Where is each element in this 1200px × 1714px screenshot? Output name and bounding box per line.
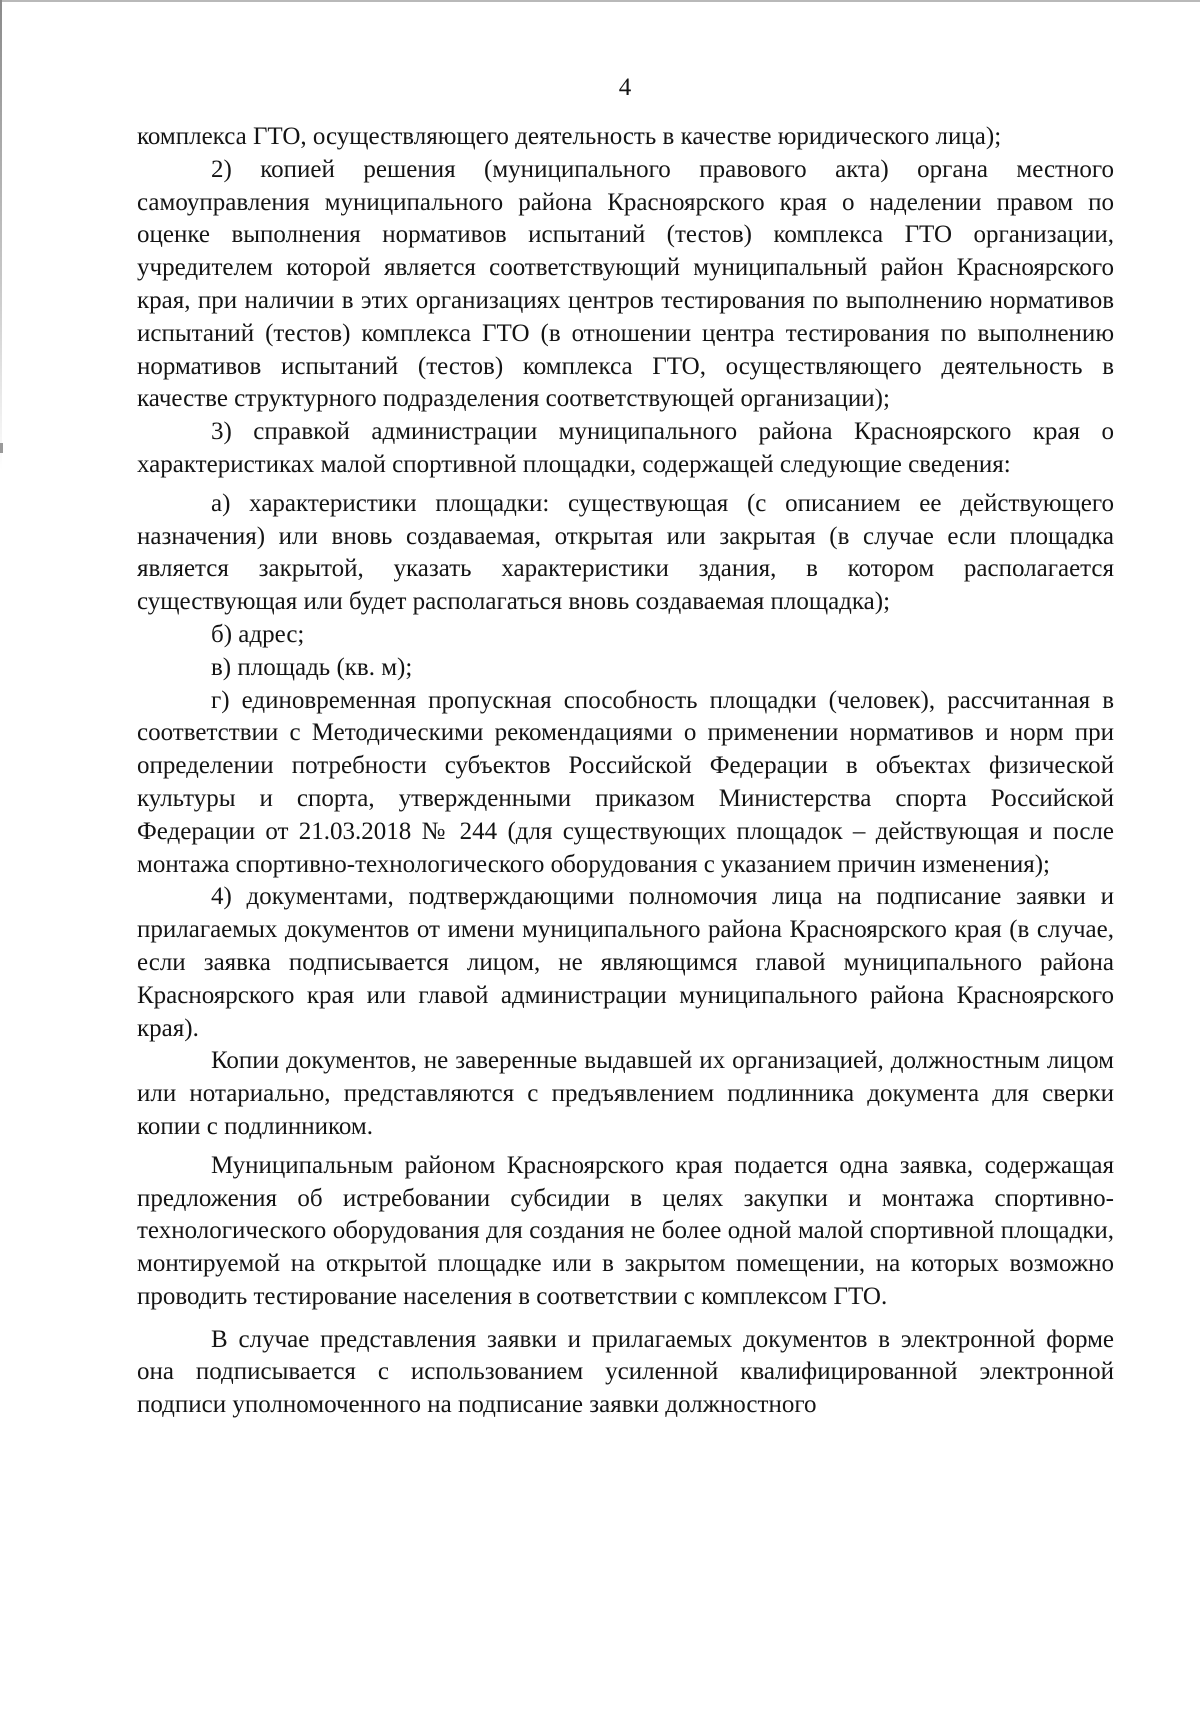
paragraph-copies: Копии документов, не заверенные выдавшей их организацией, должностным лицом или нотариально, представляются с предъявлением подлинника документа для сверки копии с подлинником. <box>137 1047 1114 1140</box>
paragraph-item-3: 3) справкой администрации муниципального района Красноярского края о характеристиках малой спортивной площадки, содержащей следующие сведения: <box>137 418 1114 478</box>
paragraph-subitem-b: б) адрес; <box>211 620 305 648</box>
scan-edge-top <box>0 0 1200 2</box>
paragraph-item-2: 2) копией решения (муниципального правового акта) органа местного самоуправления муниципального района Красноярского края о наделении правом по оценке выполнения нормативов испытаний (тестов) комплекса ГТО организации, учредителем которой является соответствующий муниципальный район Красноярского края, при наличии в этих организациях центров тестирования по выполнению нормативов испытаний (тестов) комплекса ГТО (в отношении центра тестирования по выполнению нормативов испытаний (тестов) комплекса ГТО, осуществляющего деятельность в качестве структурного подразделения соответствующей организации); <box>137 155 1114 413</box>
scan-mark <box>0 443 3 453</box>
paragraph-subitem-v: в) площадь (кв. м); <box>211 653 413 681</box>
document-body <box>137 121 1114 1422</box>
paragraph-continuation: комплекса ГТО, осуществляющего деятельность в качестве юридического лица); <box>137 123 1002 150</box>
scan-edge-left <box>0 0 2 470</box>
paragraph-electronic-form: В случае представления заявки и прилагаемых документов в электронной форме она подписывается с использованием усиленной квалифицированной электронной подписи уполномоченного на подписание заявки должностного <box>137 1325 1114 1419</box>
paragraph-single-application: Муниципальным районом Красноярского края подается одна заявка, содержащая предложения об истребовании субсидии в целях закупки и монтажа спортивно-технологического оборудования для создания не более одной малой спортивной площадки, монтируемой на открытой площадке или в закрытом помещении, на которых возможно проводить тестирование населения в соответствии с комплексом ГТО. <box>137 1151 1114 1310</box>
paragraph-subitem-a: а) характеристики площадки: существующая (с описанием ее действующего назначения) или вновь создаваемая, открытая или закрытая (в случае если площадка является закрытой, указать характеристики здания, в котором располагается существующая или будет располагаться вновь создаваемая площадка); <box>137 489 1114 616</box>
page-number: 4 <box>618 74 632 101</box>
paragraph-subitem-g: г) единовременная пропускная способность площадки (человек), рассчитанная в соответствии с Методическими рекомендациями о применении нормативов и норм при определении потребности субъектов Российской Федерации в объектах физической культуры и спорта, утвержденными приказом Министерства спорта Российской Федерации от 21.03.2018 № 244 (для существующих площадок – действующая и после монтажа спортивно-технологического оборудования с указанием причин изменения); <box>137 686 1114 878</box>
paragraph-item-4: 4) документами, подтверждающими полномочия лица на подписание заявки и прилагаемых документов от имени муниципального района Красноярского края (в случае, если заявка подписывается лицом, не являющимся главой муниципального района Красноярского края или главой администрации муниципального района Красноярского края). <box>137 883 1114 1042</box>
